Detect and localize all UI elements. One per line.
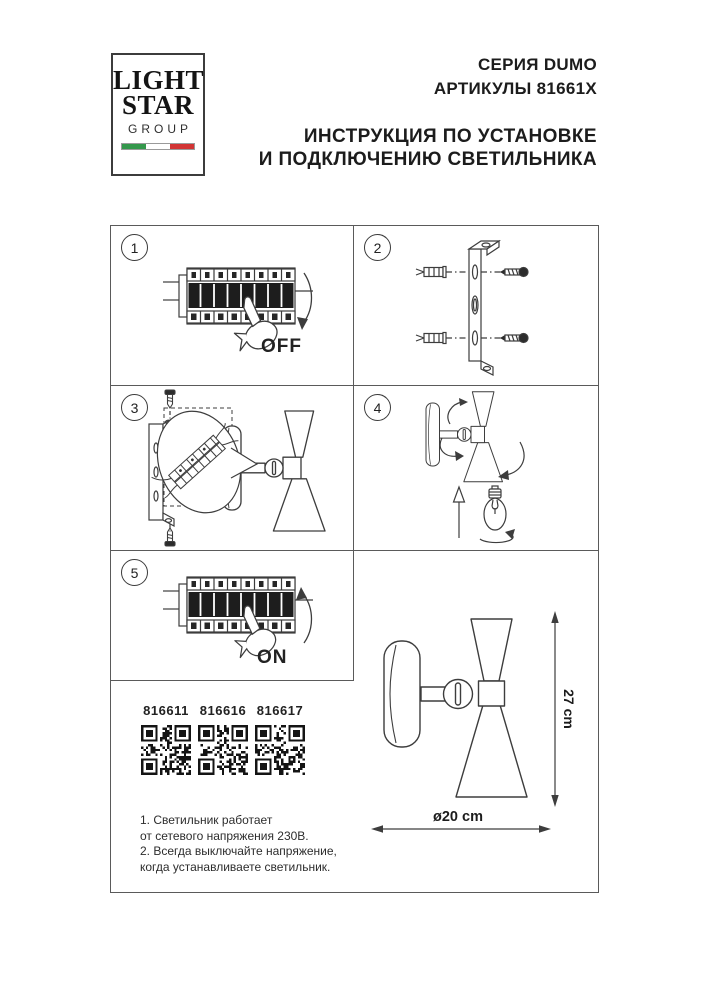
qr-codes-row (141, 725, 305, 775)
dimensions-section (354, 551, 598, 892)
italian-flag-stripe (121, 143, 195, 150)
instruction-steps-frame (110, 225, 599, 893)
step-number-badge: 5 (121, 559, 148, 586)
step-panel-5 (111, 551, 354, 681)
note-line: когда устанавливаете светильник. (140, 859, 331, 874)
product-codes-row (141, 703, 305, 718)
step-panel-1 (111, 226, 354, 386)
light-bulb (484, 486, 506, 530)
qr-code (198, 725, 248, 775)
qr-code (141, 725, 191, 775)
step-panel-3 (111, 386, 354, 551)
product-code: 816616 (199, 703, 247, 718)
step-number-badge: 2 (364, 234, 391, 261)
products-section (111, 681, 354, 892)
step-panel-4 (354, 386, 598, 551)
dimensions-diagram (354, 551, 597, 891)
on-label: ON (257, 647, 288, 668)
note-line: 2. Всегда выключайте напряжение, (140, 844, 337, 858)
product-code: 816611 (143, 703, 189, 718)
step-number-badge: 3 (121, 394, 148, 421)
wall-lamp-drawing (384, 619, 527, 797)
logo-group: GROUP (127, 122, 192, 136)
logo-star: STAR (121, 90, 195, 120)
page-title-line2: И ПОДКЛЮЧЕНИЮ СВЕТИЛЬНИКА (258, 149, 597, 170)
lightstar-logo (111, 53, 205, 176)
safety-notes (140, 813, 337, 875)
step-panel-2 (354, 226, 598, 386)
diameter-label: ø20 cm (433, 809, 483, 825)
height-label: 27 cm (561, 689, 577, 729)
note-line: от сетевого напряжения 230В. (140, 828, 309, 843)
product-code: 816617 (256, 703, 304, 718)
page-title-line1: ИНСТРУКЦИЯ ПО УСТАНОВКЕ (303, 126, 597, 147)
series-title: СЕРИЯ DUMO (477, 55, 597, 74)
step-number-badge: 1 (121, 234, 148, 261)
height-dimension (551, 611, 577, 807)
screw-bottom (481, 334, 528, 343)
logo-light: LIGHT (113, 65, 205, 95)
wall-plug-bottom (416, 333, 469, 344)
articles-title: АРТИКУЛЫ 81661X (433, 79, 597, 98)
screw-top (481, 268, 528, 277)
qr-code (255, 725, 305, 775)
note-line: 1. Светильник работает (140, 813, 273, 827)
page-title (259, 125, 597, 171)
wall-plug-top (416, 267, 469, 278)
diameter-dimension (371, 809, 551, 833)
step-number-badge: 4 (364, 394, 391, 421)
off-label: OFF (261, 336, 302, 357)
